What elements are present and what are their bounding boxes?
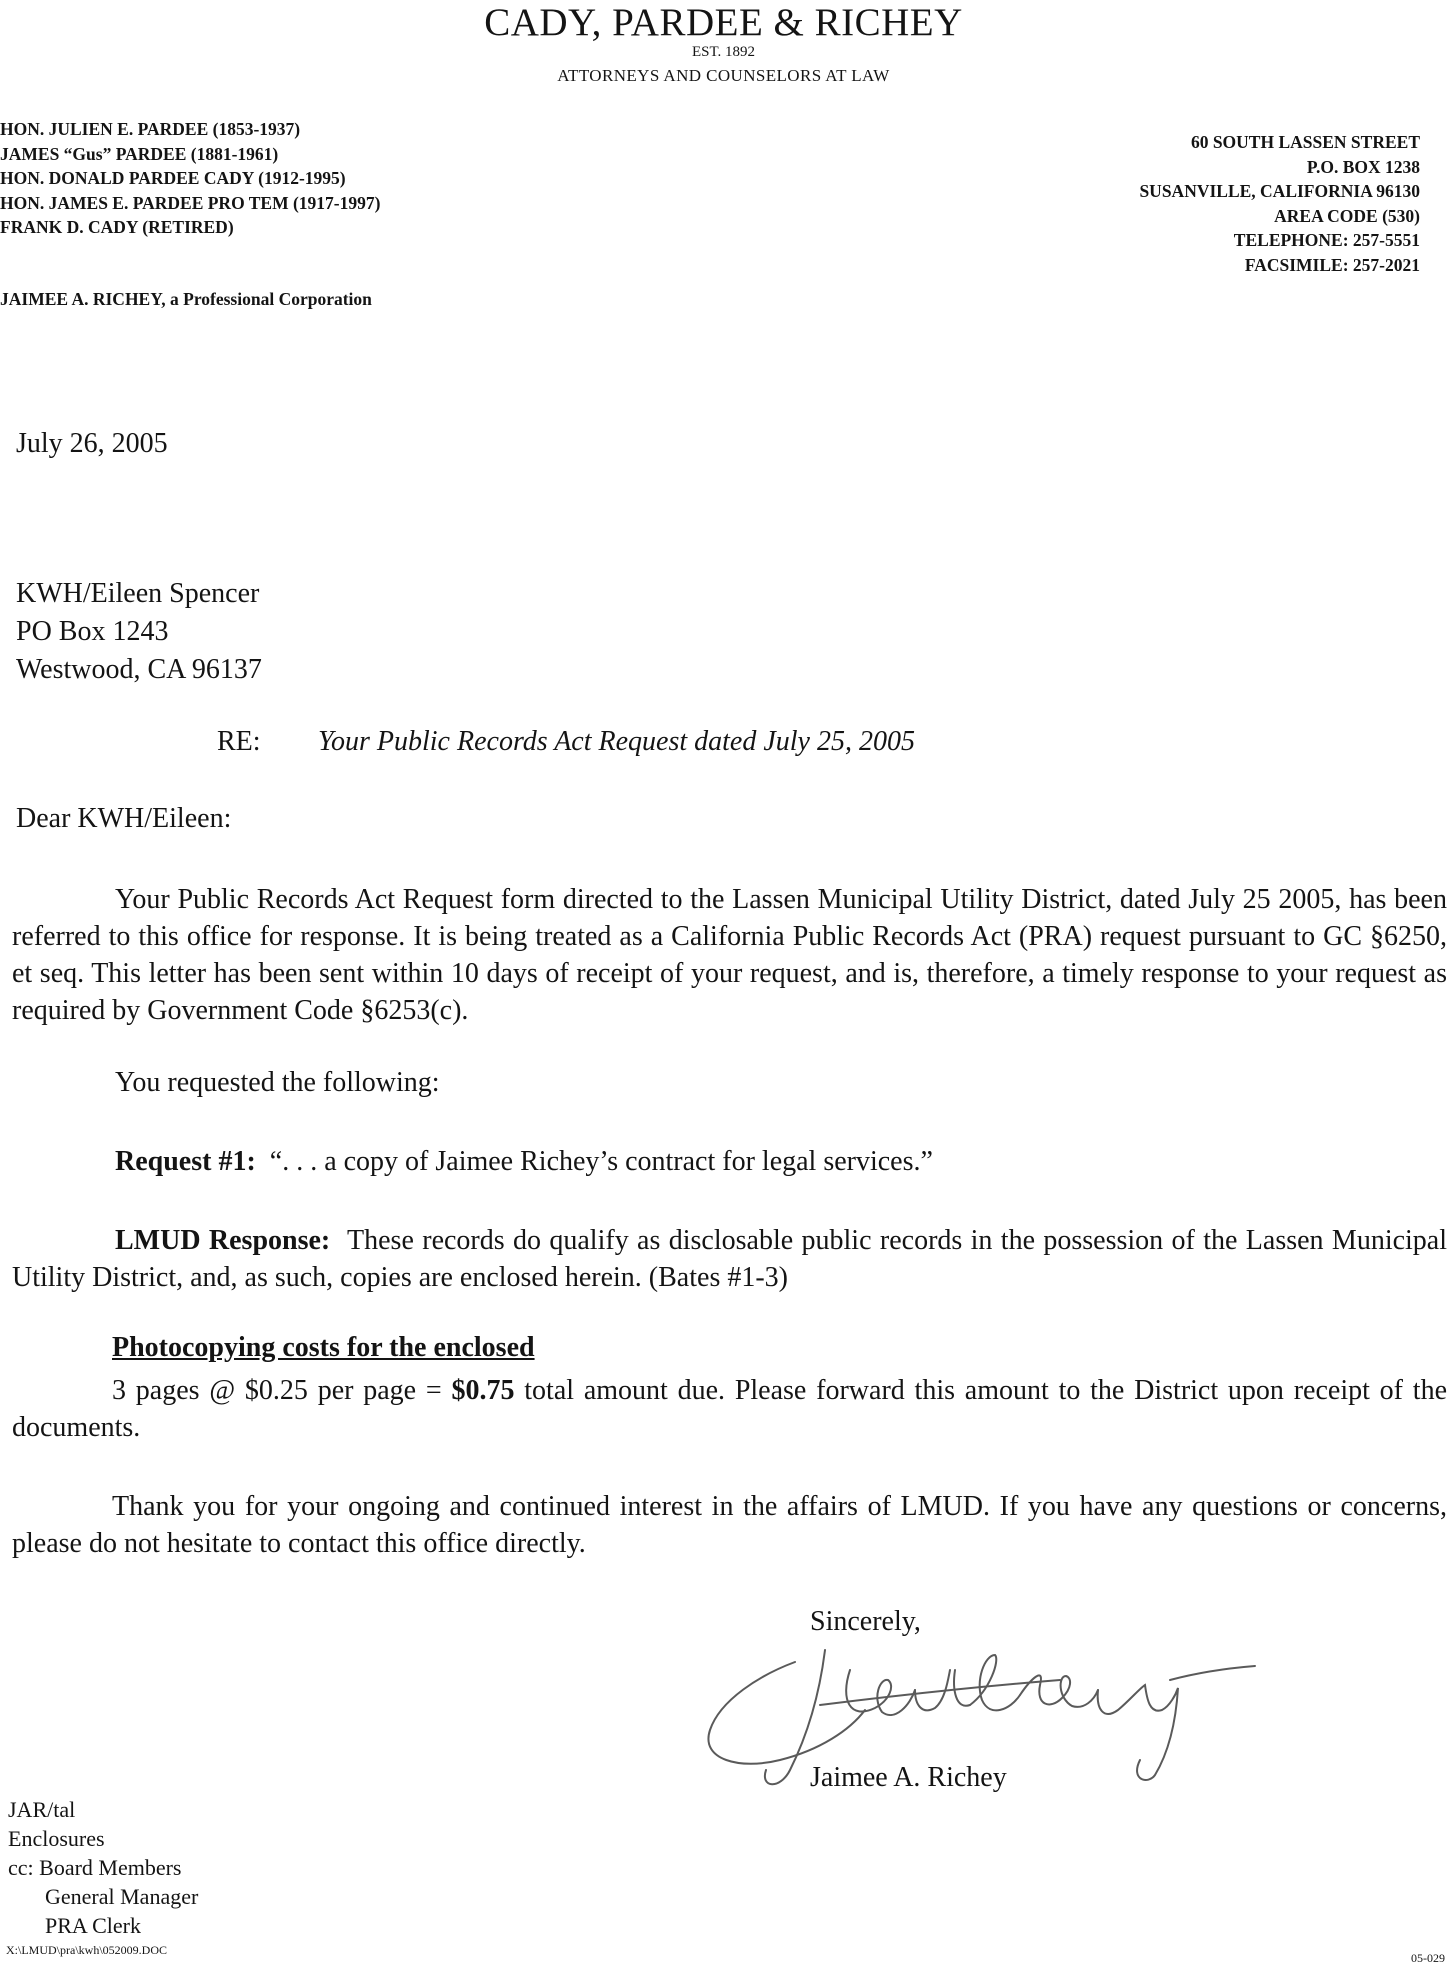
cc-recipient: PRA Clerk (45, 1913, 141, 1938)
costs-text: 3 pages @ $0.25 per page = (112, 1375, 452, 1406)
address-line: AREA CODE (530) (1274, 205, 1420, 226)
address-line: TELEPHONE: 257-5551 (1233, 230, 1420, 250)
partner-line: HON. DONALD PARDEE CADY (1912-1995) (0, 168, 346, 188)
response-text: These records do qualify as disclosable public records in the possession of the Lassen Municipal Utility District, and, as such, copies are enclosed herein. (Bates #1-3) (12, 1225, 1447, 1293)
costs-text-rest: total amount due. Please forward this amount to the District upon receipt of the documents. (12, 1375, 1447, 1443)
established-year: EST. 1892 (691, 44, 756, 60)
body-paragraph-requested: You requested the following: (115, 1067, 440, 1098)
address-line: 60 SOUTH LASSEN STREET (1190, 132, 1420, 152)
address-line: P.O. BOX 1238 (1306, 156, 1420, 177)
partner-line: HON. JULIEN E. PARDEE (1853-1937) (0, 119, 301, 139)
partners-list (0, 117, 380, 240)
typist-initials: JAR/tal (8, 1797, 76, 1822)
address-line: SUSANVILLE, CALIFORNIA 96130 (1139, 181, 1420, 201)
costs-paragraph (12, 1372, 1447, 1446)
response-label: LMUD Response: (115, 1225, 331, 1256)
partner-line: HON. JAMES E. PARDEE PRO TEM (1917-1997) (0, 192, 381, 213)
costs-amount: $0.75 (451, 1375, 515, 1406)
signer-name: Jaimee A. Richey (810, 1762, 1007, 1793)
re-subject: Your Public Records Act Request dated July 25, 2005 (318, 726, 915, 757)
costs-heading: Photocopying costs for the enclosed (112, 1332, 535, 1363)
recipient-block (16, 575, 262, 689)
recipient-line: Westwood, CA 96137 (16, 654, 262, 685)
request-item (115, 1143, 1447, 1180)
file-path: X:\LMUD\pra\kwh\052009.DOC (6, 1943, 167, 1957)
recipient-line: PO Box 1243 (16, 616, 169, 647)
request-text: “. . . a copy of Jaimee Richey’s contract for legal services.” (269, 1146, 933, 1177)
letter-footer (8, 1795, 198, 1940)
firm-address (1139, 130, 1420, 277)
firm-tagline: ATTORNEYS AND COUNSELORS AT LAW (557, 66, 890, 85)
cc-recipient: General Manager (45, 1884, 199, 1909)
firm-name: CADY, PARDEE & RICHEY (484, 1, 963, 44)
document-code: 05-029 (1411, 1951, 1445, 1965)
partner-line: JAMES “Gus” PARDEE (1881-1961) (0, 143, 279, 164)
salutation: Dear KWH/Eileen: (16, 803, 232, 834)
cc-label: cc: Board Members (8, 1855, 182, 1880)
recipient-line: KWH/Eileen Spencer (16, 578, 260, 609)
body-paragraph-intro: Your Public Records Act Request form directed to the Lassen Municipal Utility District, dated July 25 2005, has been referred to this office for response. It is being treated as a California Public Records Act (PRA) request pursuant to GC §6250, et seq. This letter has been sent within 10 days of receipt of your request, and is, therefore, a timely response to your request as required by Government Code §6253(c). (12, 884, 1447, 1026)
address-line: FACSIMILE: 257-2021 (1244, 254, 1420, 275)
closing: Sincerely, (810, 1606, 921, 1637)
closing-paragraph: Thank you for your ongoing and continued interest in the affairs of LMUD. If you have any questions or concerns, please do not hesitate to contact this office directly. (12, 1491, 1447, 1559)
re-label: RE: (217, 726, 261, 757)
corporation-line: JAIMEE A. RICHEY, a Professional Corporation (0, 289, 372, 309)
letter-date: July 26, 2005 (16, 428, 168, 459)
request-label: Request #1: (115, 1146, 256, 1177)
response-paragraph (12, 1222, 1447, 1296)
enclosures-note: Enclosures (8, 1826, 105, 1851)
partner-line: FRANK D. CADY (RETIRED) (0, 217, 234, 237)
